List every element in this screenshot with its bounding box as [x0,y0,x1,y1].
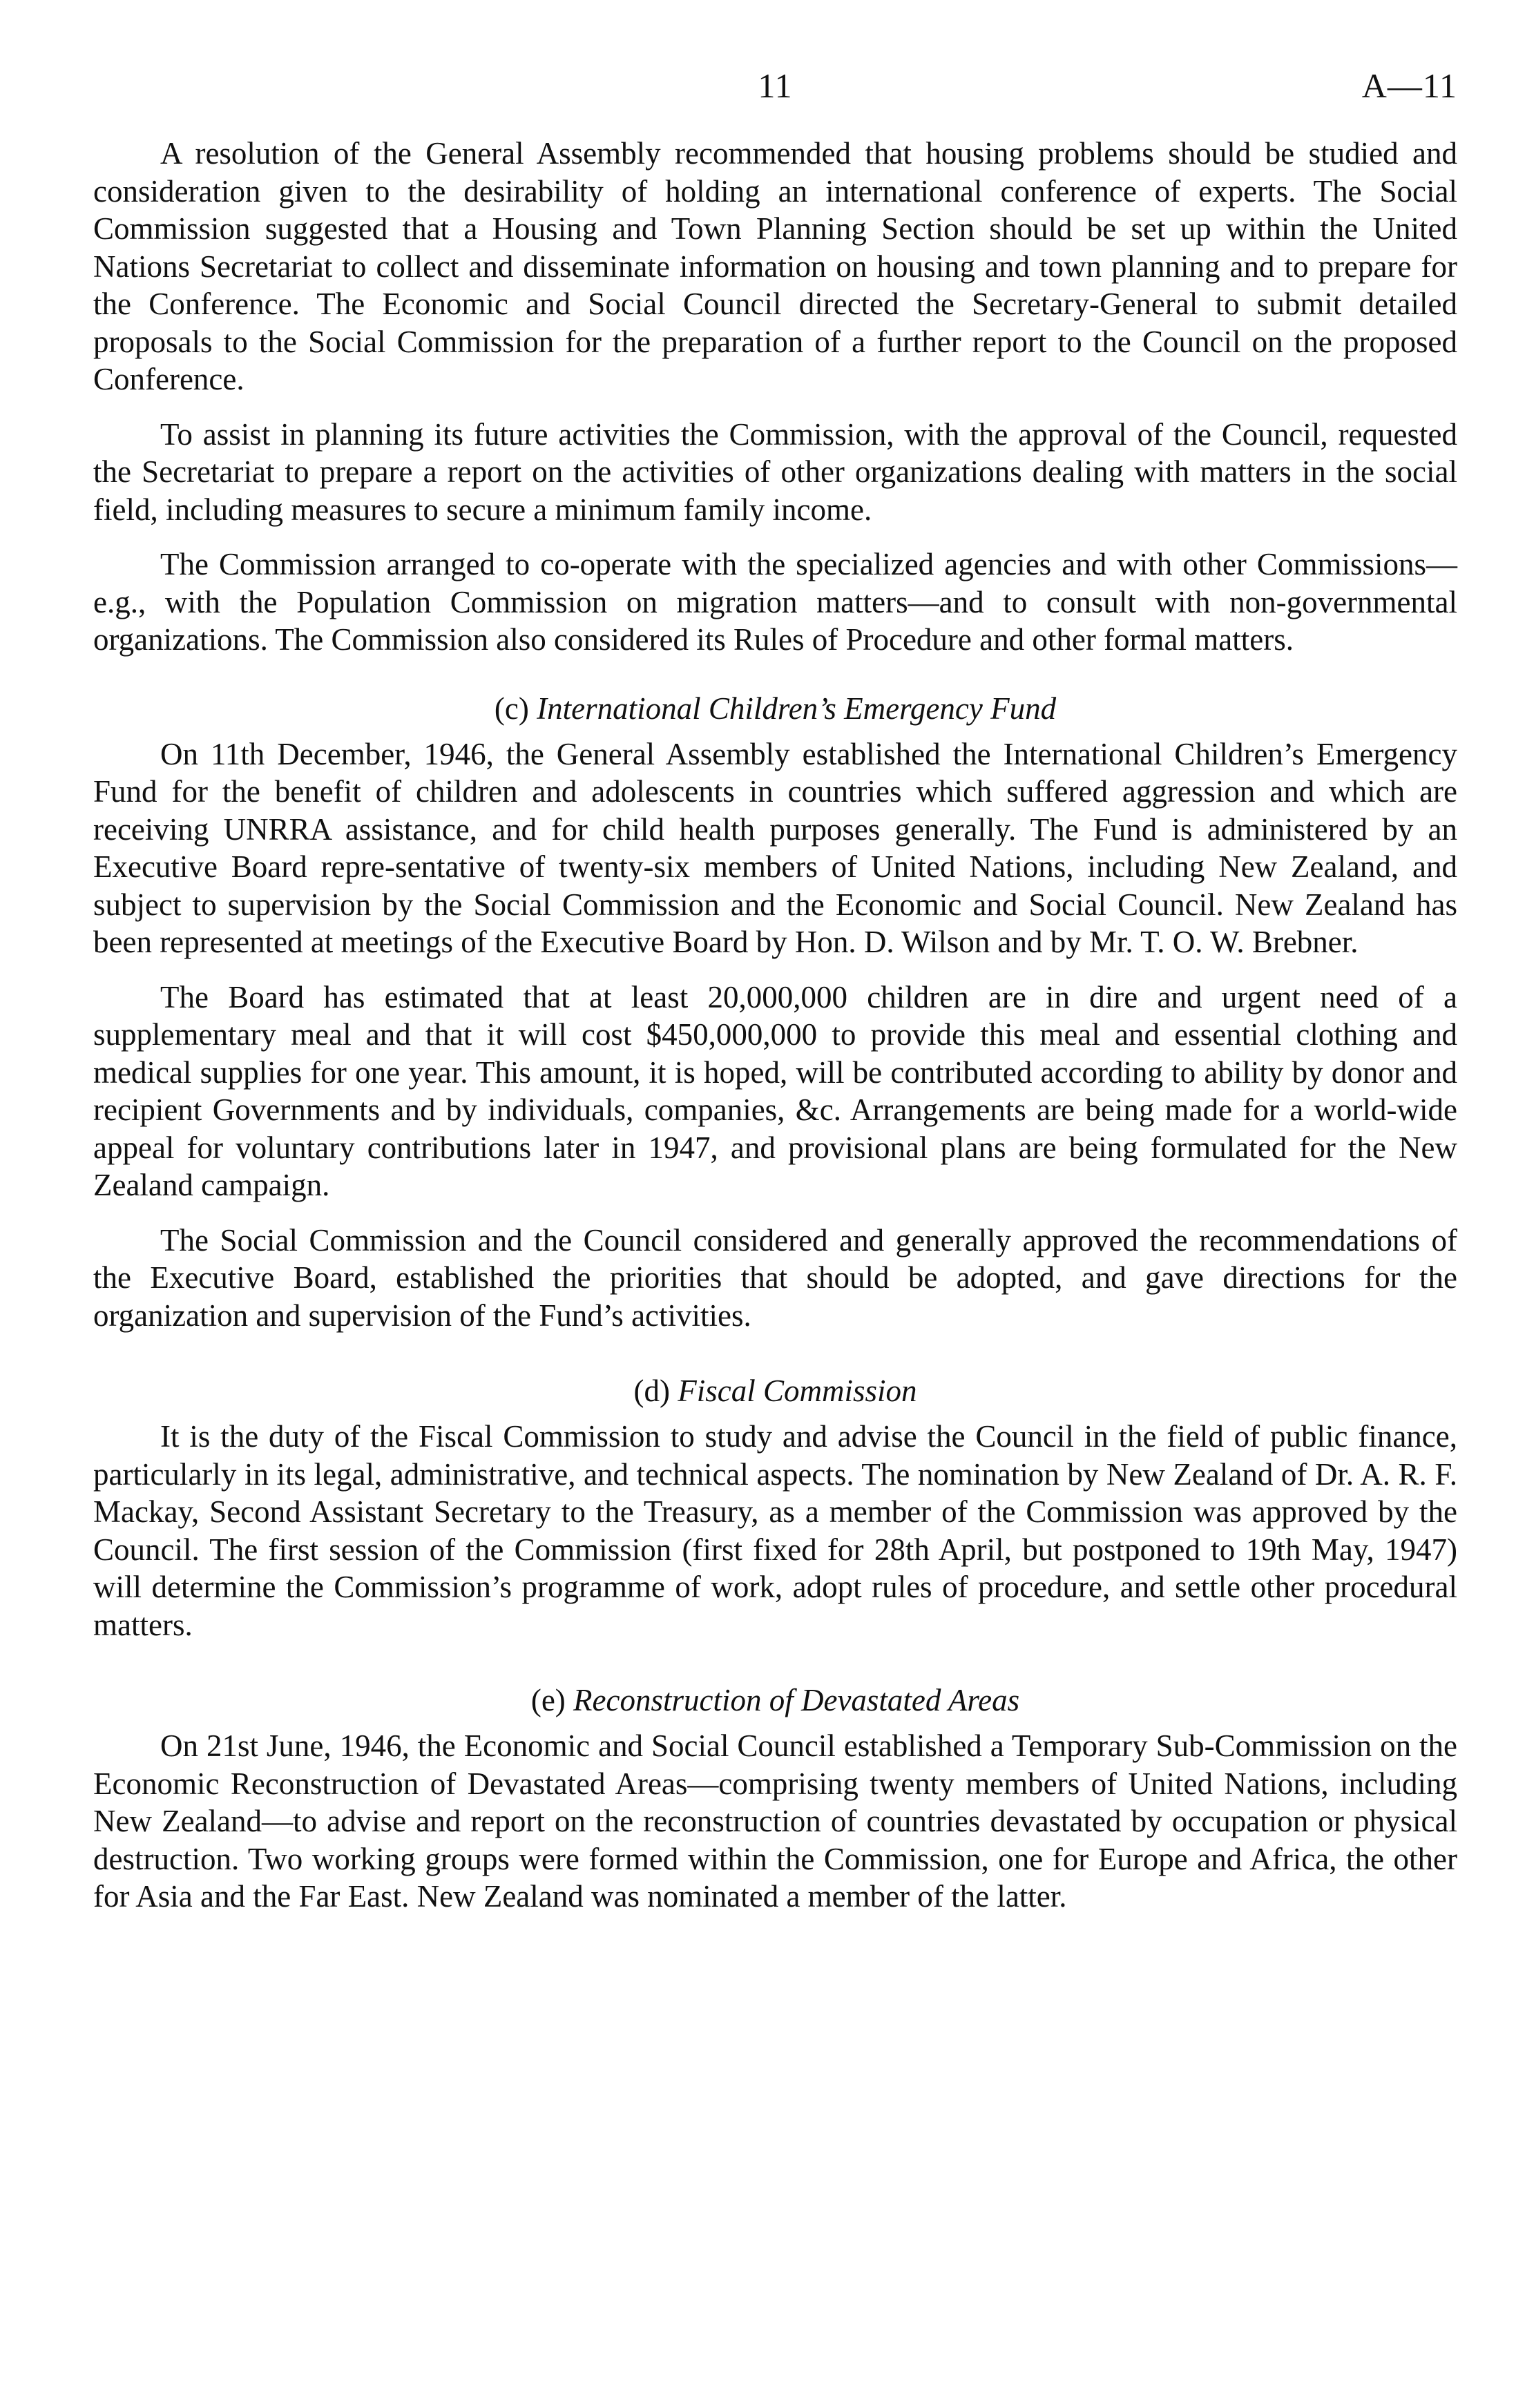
paragraph-fund-establishment: On 11th December, 1946, the General Assembly established the International Children’s Emergency Fund for the benefit of children and adolescents in countries which suffered aggression and which are receiving UNRRA assistance, and for child health purposes generally. The Fund is administered by an Executive Board repre-sentative of twenty-six members of United Nations, including New Zealand, and subject to supervision by the Social Commission and the Economic and Social Council. New Zealand has been represented at meetings of the Executive Board by Hon. D. Wilson and by Mr. T. O. W. Brebner. [93,736,1457,959]
page-number: 11 [758,66,793,105]
page-header [93,59,1457,135]
paragraph-planning-activities: To assist in planning its future activities the Commission, with the approval of the Council, requested the Secretariat to prepare a report on the activities of other organizations dealing with matters in the social field, including measures to secure a minimum family income. [93,416,1457,527]
section-heading-reconstruction [93,1682,1457,1719]
section-letter: (e) [530,1683,566,1717]
paragraph-fiscal-duty: It is the duty of the Fiscal Commission to study and advise the Council in the field of public finance, particularly in its legal, administrative, and technical aspects. The nomination by New Zealand of Dr. A. R. F. Mackay, Second Assistant Secretary to the Treasury, as a member of the Commission was approved by the Council. The first session of the Commission (first fixed for 28th April, but postponed to 19th May, 1947) will determine the Commission’s programme of work, adopt rules of procedure, and settle other procedural matters. [93,1419,1457,1642]
paragraph-housing-resolution: A resolution of the General Assembly recommended that housing problems should be studied and consideration given to the desirability of holding an international conference of experts. The Social Commission suggested that a Housing and Town Planning Section should be set up within the United Nations Secretariat to collect and disseminate information on housing and town planning and to prepare for the Conference. The Economic and Social Council directed the Secretary-General to submit detailed proposals to the Social Commission for the preparation of a further report to the Council on the proposed Conference. [93,136,1457,396]
paragraph-reconstruction: On 21st June, 1946, the Economic and Social Council established a Temporary Sub-Commission on the Economic Reconstruction of Devastated Areas—comprising twenty members of United Nations, including New Zealand—to advise and report on the reconstruction of countries devastated by occupation or physical destruction. Two working groups were formed within the Commission, one for Europe and Africa, the other for Asia and the Far East. New Zealand was nominated a member of the latter. [93,1728,1457,1914]
document-page [93,59,1457,1933]
section-title: International Children’s Emergency Fund [537,691,1057,726]
paragraph-fund-estimate: The Board has estimated that at least 20,000,000 children are in dire and urgent need of a supplementary meal and that it will cost $450,000,000 to provide this meal and essential clothing and medical supplies for one year. This amount, it is hoped, will be contributed according to ability by donor and recipient Governments and by individuals, companies, &c. Arrangements are being made for a world-wide appeal for voluntary contributions later in 1947, and provisional plans are being formulated for the New Zealand campaign. [93,979,1457,1202]
document-code: A—11 [1361,66,1457,105]
section-letter: (d) [633,1374,670,1408]
section-title: Fiscal Commission [678,1374,917,1408]
section-title: Reconstruction of Devastated Areas [573,1683,1020,1717]
section-heading-fiscal-commission [93,1372,1457,1409]
section-letter: (c) [494,691,529,726]
section-heading-childrens-fund [93,690,1457,727]
paragraph-fund-approval: The Social Commission and the Council considered and generally approved the recommendations of the Executive Board, established the priorities that should be adopted, and gave directions for the organization and supervision of the Fund’s activities. [93,1222,1457,1333]
paragraph-cooperation: The Commission arranged to co-operate with the specialized agencies and with other Commissions—e.g., with the Population Commission on migration matters—and to consult with non-governmental organizations. The Commission also considered its Rules of Procedure and other formal matters. [93,547,1457,657]
